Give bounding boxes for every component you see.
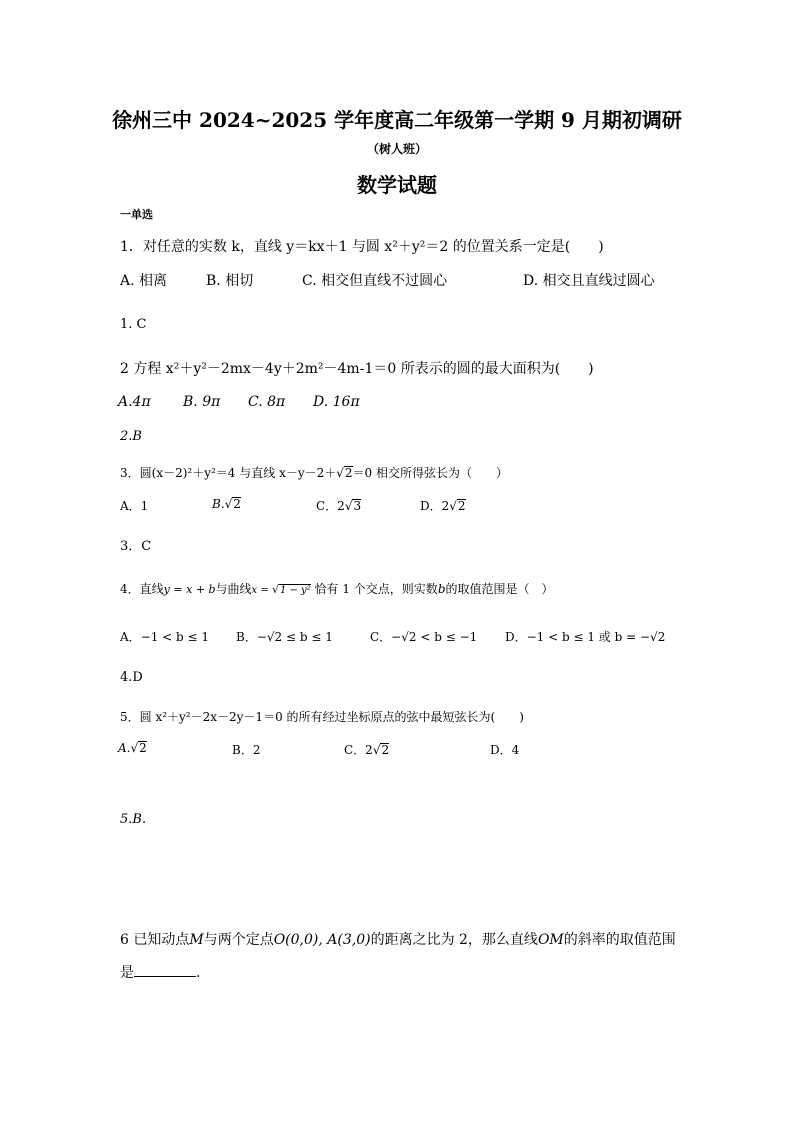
question-1-option-a: A. 相离 (120, 273, 168, 289)
question-1-option-c: C. 相交但直线不过圆心 (302, 273, 448, 289)
question-5-option-a-radicand: 2 (139, 741, 147, 755)
question-5-option-d: D．4 (490, 743, 520, 757)
question-5-option-b: B．2 (232, 743, 261, 757)
question-5-option-a-label: A. (118, 741, 131, 755)
question-1-answer: 1. C (120, 317, 147, 332)
question-3-stem: 3．圆(x－2)²＋y²＝4 与直线 x－y－2＋√2＝0 相交所得弦长为（ ） (120, 466, 508, 480)
question-5-answer: 5.B. (120, 812, 147, 827)
question-4-stem-mid: 与曲线 (215, 582, 252, 596)
question-3-stem-pre: 3．圆(x－2)²＋y²＝4 与直线 x－y－2＋ (120, 466, 337, 480)
question-1-option-d: D. 相交且直线过圆心 (523, 273, 655, 289)
question-4-stem-pre: 4．直线 (120, 582, 164, 596)
question-6-line-end: 的斜率的取值范围 (563, 932, 676, 948)
question-4-curve-radicand: 1 − y² (279, 585, 311, 596)
page-title: 徐州三中 2024~2025 学年度高二年级第一学期 9 月期初调研 (112, 108, 682, 132)
question-4-line-equation: y = x + b (163, 583, 216, 596)
question-3-option-b-radicand: 2 (233, 497, 241, 511)
question-2-option-d: D. 16π (313, 394, 360, 410)
question-3-answer: 3．C (120, 539, 152, 554)
question-6-mid-text: 与两个定点 (203, 932, 274, 948)
question-5-stem: 5．圆 x²＋y²－2x－2y－1＝0 的所有经过坐标原点的弦中最短弦长为( ) (120, 710, 524, 724)
question-6-fixed-points: O(0,0), A(3,0) (273, 932, 371, 948)
section-heading: 一单选 (120, 208, 153, 221)
question-2-option-a: A.4π (118, 394, 151, 410)
question-5-option-c-radicand: 2 (381, 743, 390, 757)
question-6-ratio-text: 的距离之比为 2，那么直线 (370, 932, 538, 948)
question-5-option-a: A.√2 (118, 741, 147, 755)
question-4-option-c: C．−√2 < b ≤ −1 (370, 630, 478, 644)
question-6-intro: 6 已知动点 (120, 932, 190, 948)
question-4-answer: 4.D (120, 670, 143, 685)
question-4-variable-b: b (437, 582, 446, 596)
question-4-stem: 4．直线y = x + b与曲线x = √1 − y² 恰有 1 个交点，则实数b的取值范围是（ ） (120, 582, 554, 596)
question-4-option-b: B．−√2 ≤ b ≤ 1 (236, 630, 333, 644)
question-6-line-2-pre: 是 (120, 965, 134, 981)
question-4-curve-lhs: x = (251, 585, 272, 596)
answer-blank[interactable] (134, 976, 196, 977)
subject-title: 数学试题 (357, 173, 437, 197)
question-3-option-a: A．1 (120, 499, 149, 513)
question-3-option-b: B.√2 (212, 497, 241, 511)
question-3-option-d-label: D．2 (420, 499, 450, 513)
question-3-option-b-label: B. (212, 497, 225, 511)
question-2-answer: 2.B (120, 429, 142, 444)
question-1-option-b: B. 相切 (206, 273, 254, 289)
question-4-option-a: A．−1 < b ≤ 1 (120, 630, 210, 644)
question-2-option-c: C. 8π (248, 394, 286, 410)
class-subtitle: （树人班） (366, 142, 427, 156)
question-3-option-d-radicand: 2 (457, 499, 466, 513)
question-3-stem-radicand: 2 (344, 466, 353, 480)
question-3-option-c-radicand: 3 (353, 499, 362, 513)
question-6-line-1 (120, 929, 676, 949)
question-6-line-2 (120, 962, 200, 982)
question-6-period: . (196, 965, 201, 981)
question-4-option-d: D．−1 < b ≤ 1 或 b = −√2 (505, 630, 666, 644)
question-4-stem-end: 的取值范围是（ ） (445, 582, 554, 596)
question-2-stem: 2 方程 x²＋y²－2mx－4y＋2m²－4m-1＝0 所表示的圆的最大面积为( ) (120, 361, 594, 377)
question-6-point-m: M (189, 932, 204, 948)
question-5-option-c-label: C．2 (344, 743, 373, 757)
question-3-option-d: D．2√2 (420, 499, 466, 513)
question-5-option-c: C．2√2 (344, 743, 390, 757)
question-1-stem: 1．对任意的实数 k，直线 y＝kx＋1 与圆 x²＋y²＝2 的位置关系一定是( ) (120, 239, 604, 255)
question-2-option-b: B. 9π (183, 394, 221, 410)
question-3-stem-post: ＝0 相交所得弦长为（ ） (352, 466, 508, 480)
question-4-stem-post: 恰有 1 个交点，则实数 (310, 582, 438, 596)
question-6-line-om: OM (537, 932, 564, 948)
question-3-option-c: C．2√3 (316, 499, 362, 513)
question-3-option-c-label: C．2 (316, 499, 345, 513)
